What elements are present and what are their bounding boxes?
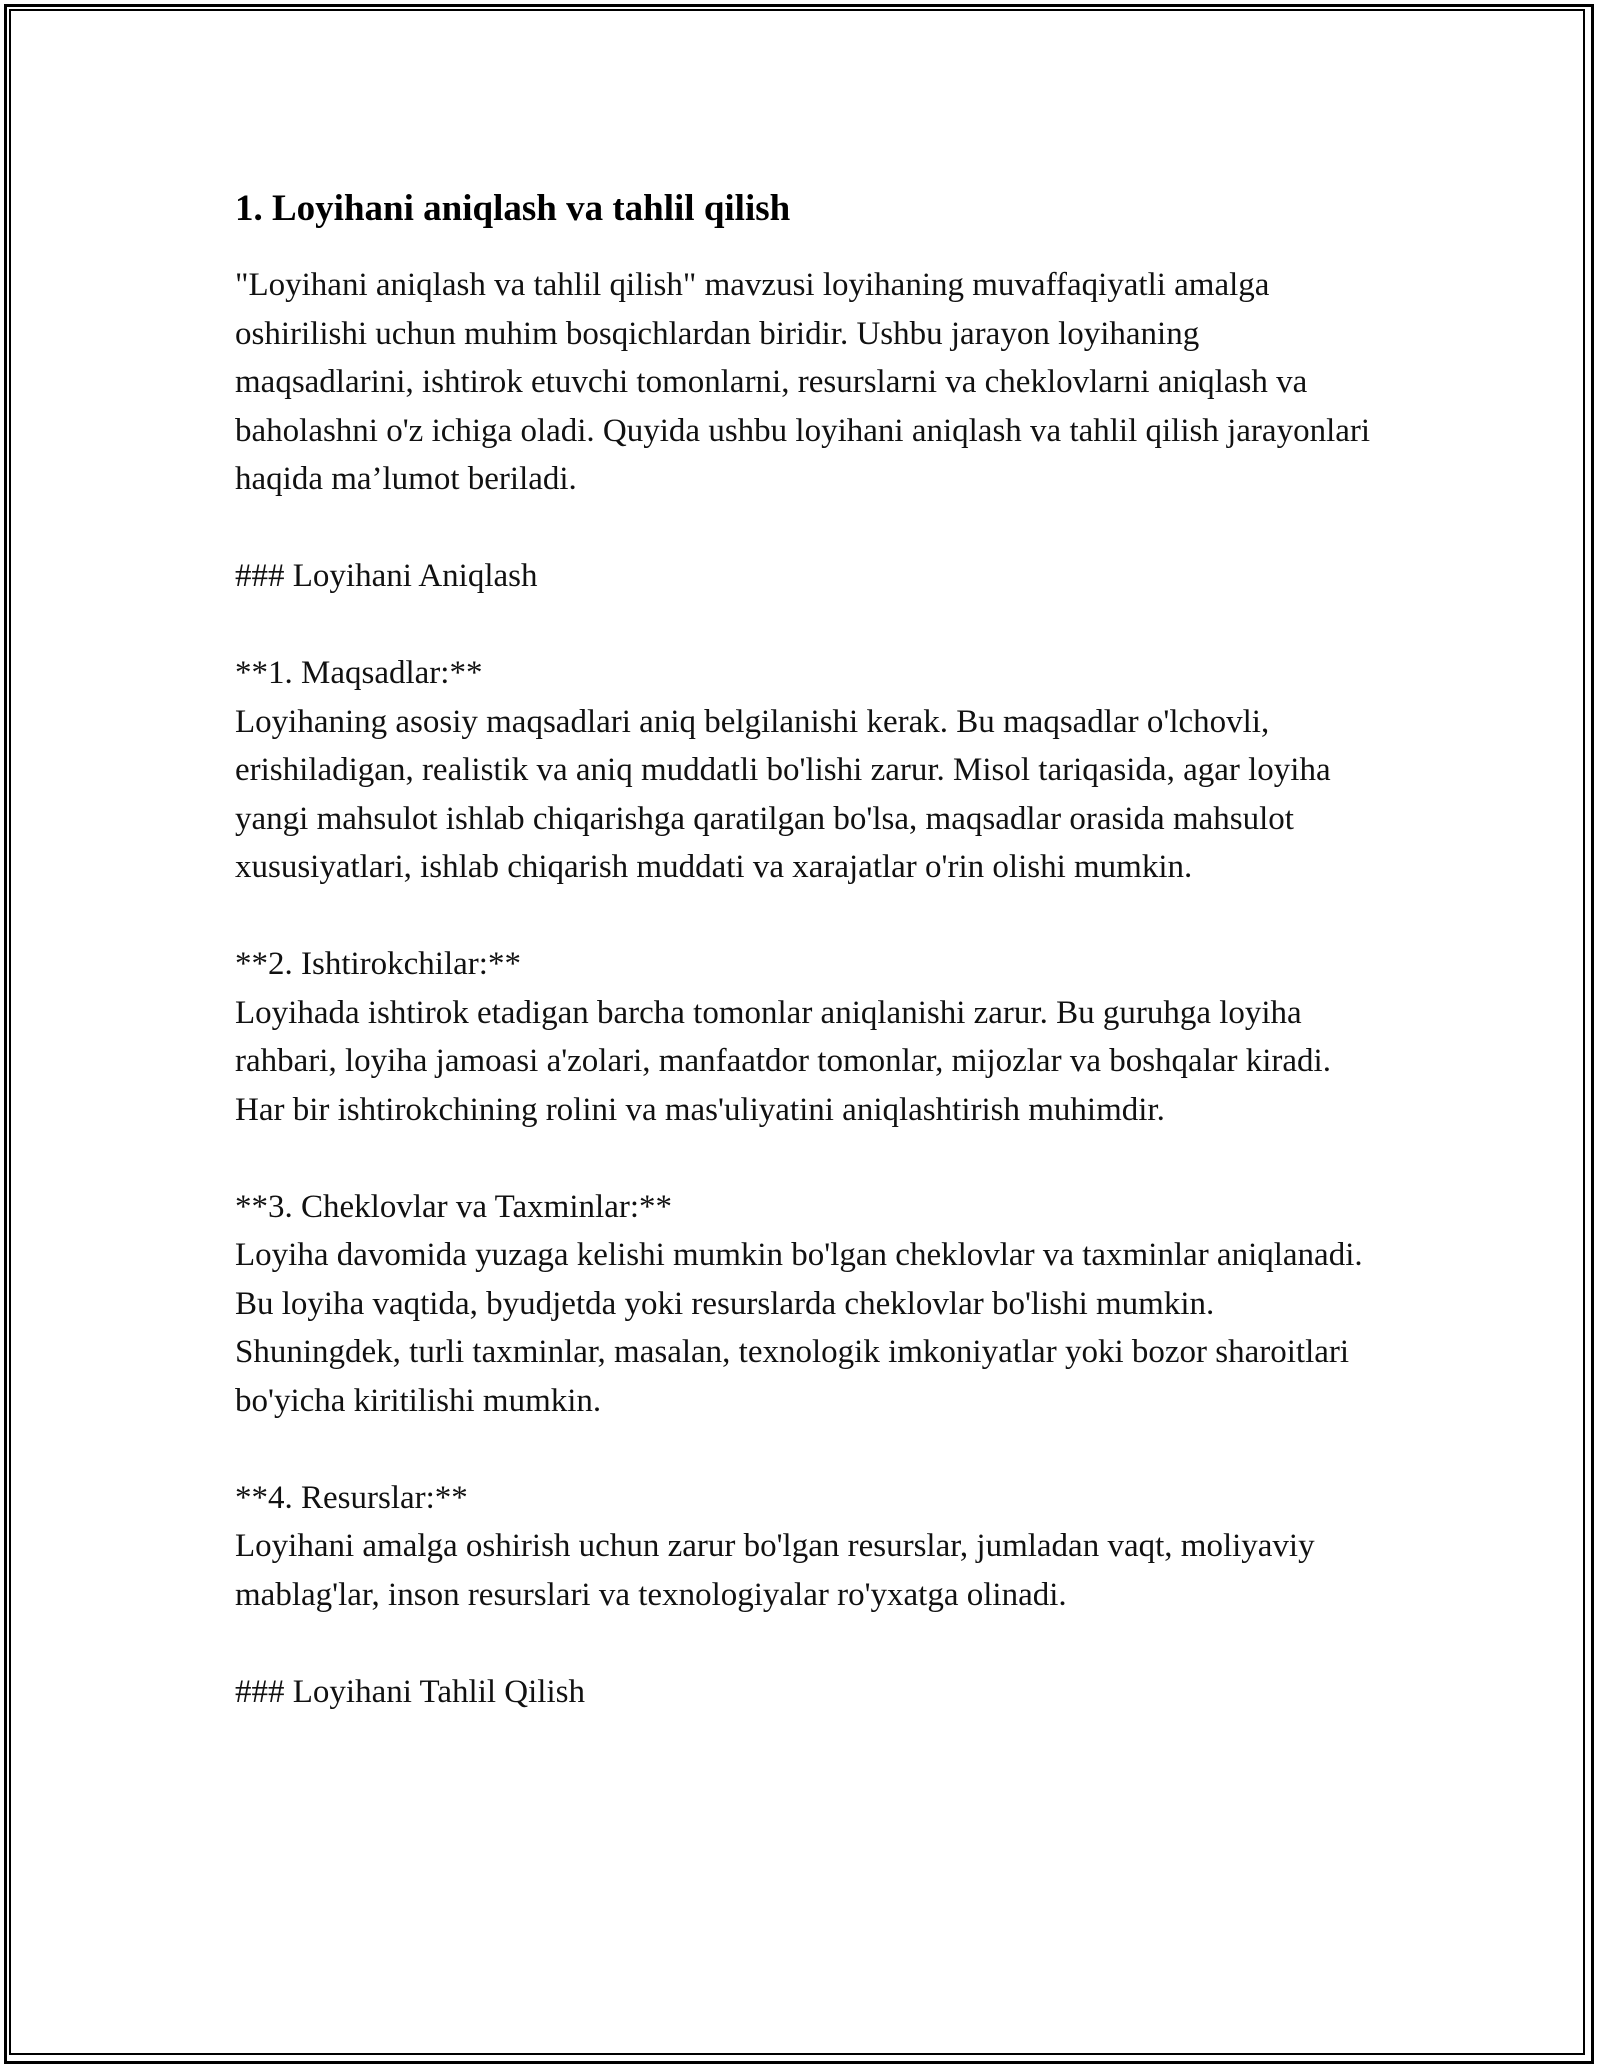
item-heading-maqsadlar: **1. Maqsadlar:**	[235, 655, 483, 691]
item-body-resurslar: Loyihani amalga oshirish uchun zarur bo'lgan resurslar, jumladan vaqt, moliyaviy mablag'lar, inson resurslari va texnologiyalar ro'yxatga olinadi.	[235, 1528, 1323, 1613]
paragraph-gap	[235, 504, 1375, 553]
paragraph-gap	[235, 892, 1375, 941]
document-body	[235, 185, 1379, 1716]
intro-paragraph: "Loyihani aniqlash va tahlil qilish" mavzusi loyihaning muvaffaqiyatli amalga oshirilishi uchun muhim bosqichlardan biridir. Ushbu jarayon loyihaning maqsadlarini, ishtirok etuvchi tomonlarni, resurslarni va cheklovlarni aniqlash va baholashni o'z ichiga oladi. Quyida ushbu loyihani aniqlash va tahlil qilish jarayonlari haqida ma’lumot beriladi.	[235, 267, 1379, 497]
item-body-maqsadlar: Loyihaning asosiy maqsadlari aniq belgilanishi kerak. Bu maqsadlar o'lchovli, erishiladigan, realistik va aniq muddatli bo'lishi zarur. Misol tariqasida, agar loyiha yangi mahsulot ishlab chiqarishga qaratilgan bo'lsa, maqsadlar orasida mahsulot xususiyatlari, ishlab chiqarish muddati va xarajatlar o'rin olishi mumkin.	[235, 703, 1339, 885]
item-body-ishtirokchilar: Loyihada ishtirok etadigan barcha tomonlar aniqlanishi zarur. Bu guruhga loyiha rahbari, loyiha jamoasi a'zolari, manfaatdor tomonlar, mijozlar va boshqalar kiradi. Har bir ishtirokchining rolini va mas'uliyatini aniqlashtirish muhimdir.	[235, 994, 1340, 1128]
document-title: 1. Loyihani aniqlash va tahlil qilish	[235, 188, 791, 229]
item-heading-cheklovlar: **3. Cheklovlar va Taxminlar:**	[235, 1188, 672, 1225]
item-heading-ishtirokchilar: **2. Ishtirokchilar:**	[235, 946, 521, 982]
section-heading-tahlil: ### Loyihani Tahlil Qilish	[235, 1673, 585, 1710]
section-heading-aniqlash: ### Loyihani Aniqlash	[235, 558, 538, 594]
paragraph-gap	[235, 1134, 1375, 1183]
paragraph-gap	[235, 1425, 1375, 1474]
paragraph-gap	[235, 601, 1375, 650]
item-body-cheklovlar: Loyiha davomida yuzaga kelishi mumkin bo'lgan cheklovlar va taxminlar aniqlanadi. Bu loyiha vaqtida, byudjetda yoki resurslarda cheklovlar bo'lishi mumkin. Shuningdek, turli taxminlar, masalan, texnologik imkoniyatlar yoki bozor sharoitlari bo'yicha kiritilishi mumkin.	[235, 1237, 1371, 1419]
paragraph-gap	[235, 1619, 1375, 1668]
item-heading-resurslar: **4. Resurslar:**	[235, 1479, 468, 1516]
